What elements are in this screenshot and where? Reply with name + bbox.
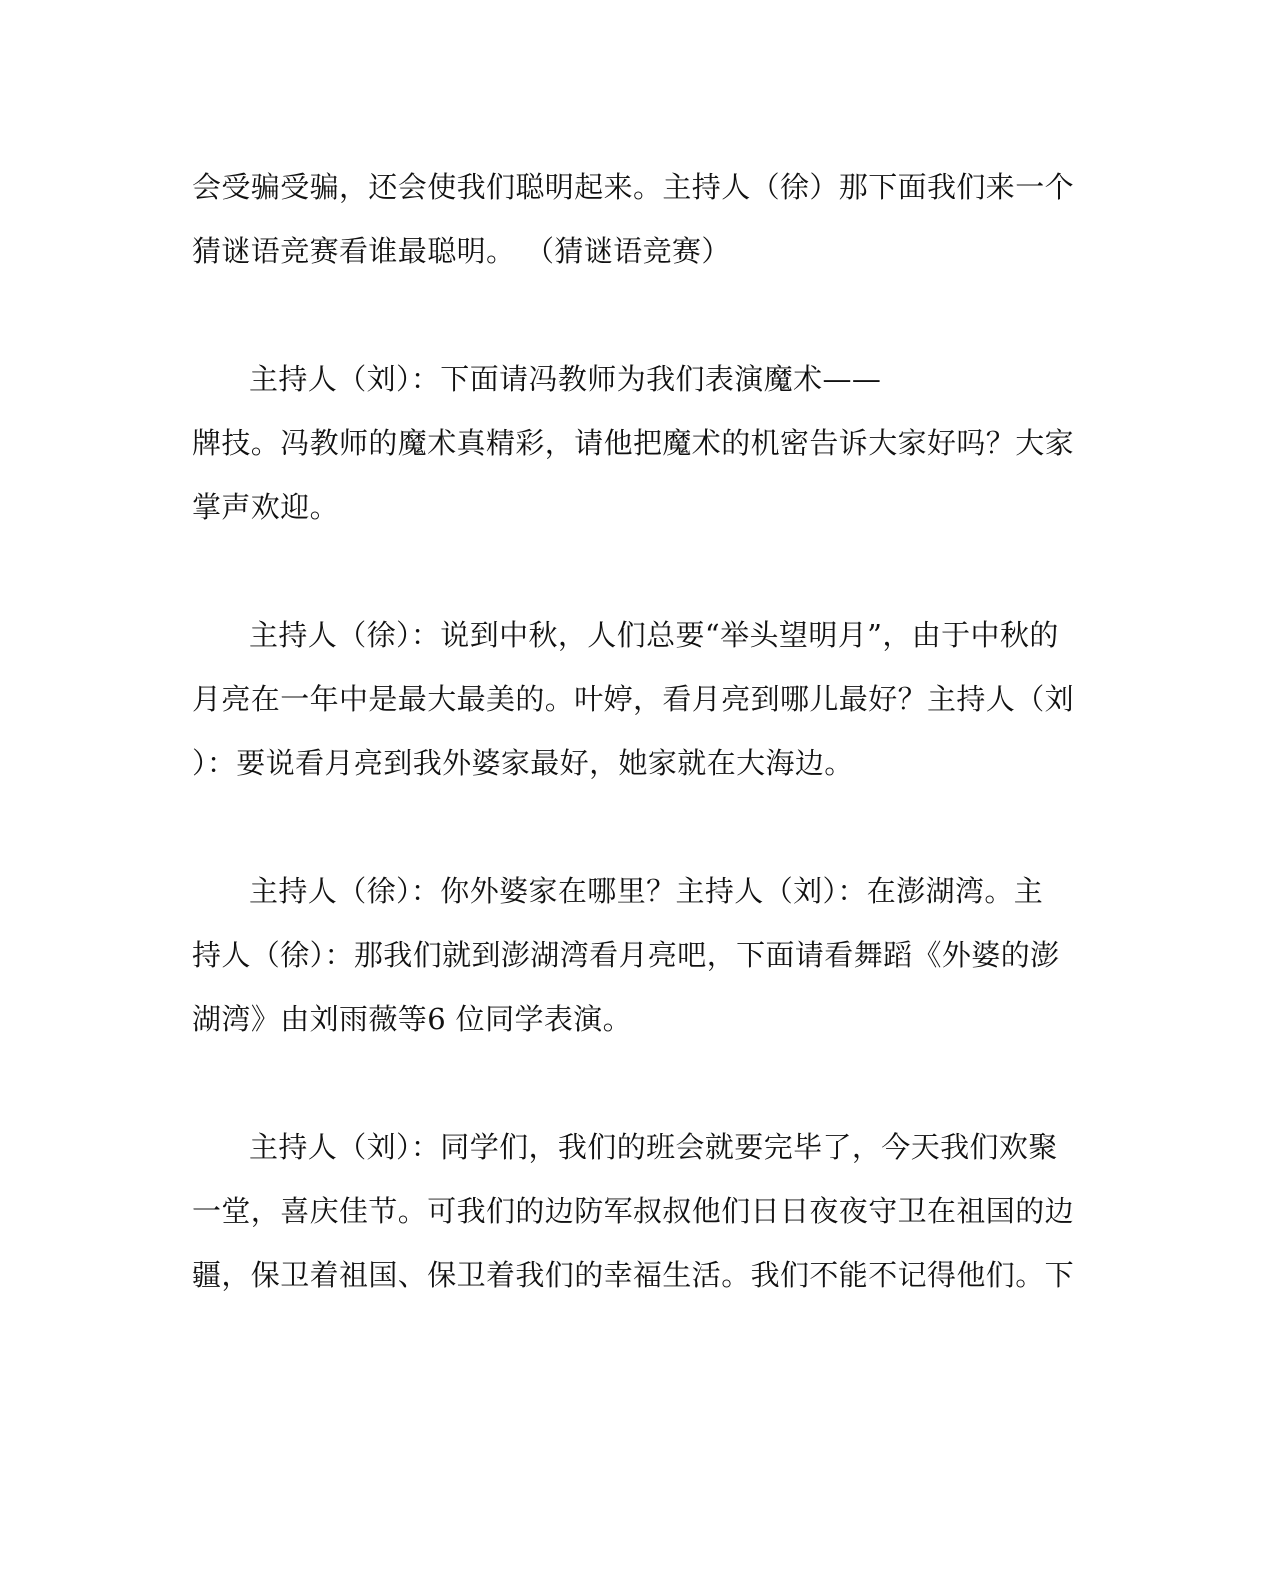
paragraph-3-line-2: 月亮在一年中是最大最美的。叶婷，看月亮到哪儿最好？主持人（刘: [192, 682, 1075, 716]
paragraph-3-line-1: 主持人（徐）：说到中秋，人们总要“举头望明月”，由于中秋的: [249, 618, 1059, 652]
paragraph-2-line-3: 掌声欢迎。: [192, 490, 340, 524]
paragraph-2-line-1: 主持人（刘）：下面请冯教师为我们表演魔术——: [249, 362, 882, 396]
paragraph-1-line-2: 猜谜语竞赛看谁最聪明。 （猜谜语竞赛）: [192, 234, 731, 268]
paragraph-2-line-2: 牌技。冯教师的魔术真精彩，请他把魔术的机密告诉大家好吗？大家: [192, 426, 1075, 460]
paragraph-3-line-3: ）：要说看月亮到我外婆家最好，她家就在大海边。: [192, 746, 854, 780]
paragraph-5-line-1: 主持人（刘）：同学们，我们的班会就要完毕了，今天我们欢聚: [249, 1130, 1058, 1164]
paragraph-1-line-1: 会受骗受骗，还会使我们聪明起来。主持人（徐）那下面我们来一个: [192, 170, 1075, 204]
paragraph-4-line-2: 持人（徐）：那我们就到澎湖湾看月亮吧，下面请看舞蹈《外婆的澎: [192, 938, 1060, 972]
paragraph-5-line-3: 疆，保卫着祖国、保卫着我们的幸福生活。我们不能不记得他们。下: [192, 1258, 1075, 1292]
paragraph-5-line-2: 一堂，喜庆佳节。可我们的边防军叔叔他们日日夜夜守卫在祖国的边: [192, 1194, 1075, 1228]
paragraph-4-line-3: 湖湾》由刘雨薇等6 位同学表演。: [192, 1002, 633, 1036]
paragraph-4-line-1: 主持人（徐）：你外婆家在哪里？主持人（刘）：在澎湖湾。主: [249, 874, 1044, 908]
